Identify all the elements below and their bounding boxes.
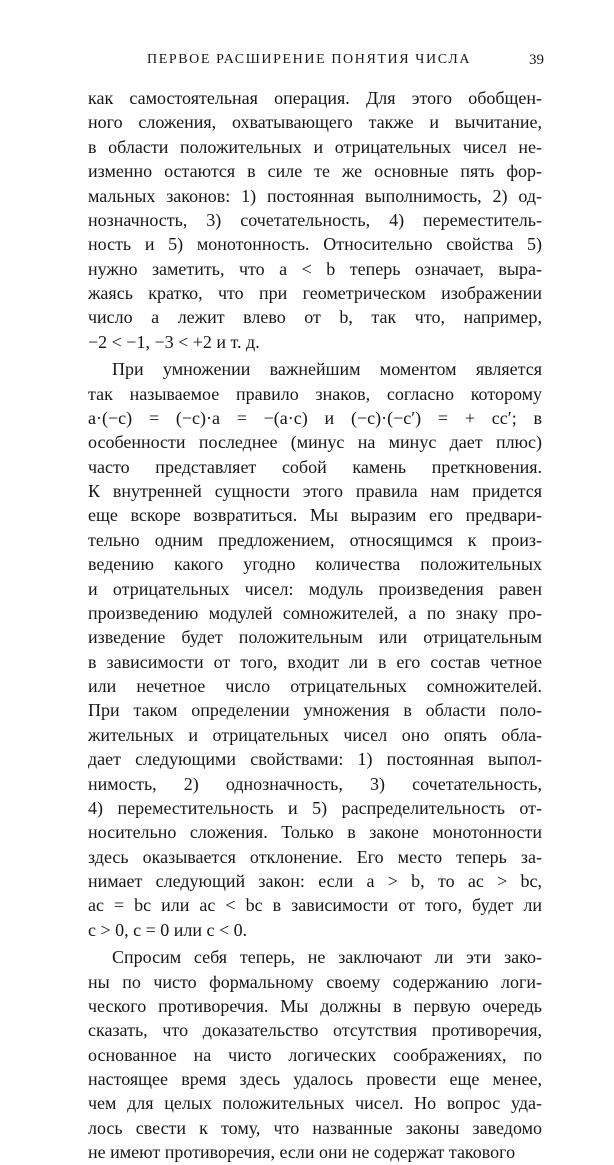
text-line: c > 0, c = 0 или c < 0. xyxy=(88,919,248,940)
text-line: При таком определении умножения в области поло- xyxy=(88,700,542,721)
text-line: К внутренней сущности этого правила нам придется xyxy=(88,481,542,501)
text-line: не имеют противоречия, если они не содержат такового xyxy=(88,1142,516,1163)
text-line: дает следующими свойствами: 1) постоянная выпол- xyxy=(88,749,542,770)
body-text xyxy=(88,86,542,1165)
page-number: 39 xyxy=(529,52,544,68)
text-line: ческого противоречия. Мы должны в первую очередь xyxy=(88,995,542,1016)
text-line: в зависимости от того, входит ли в его состав четное xyxy=(88,651,542,672)
running-title: ПЕРВОЕ РАСШИРЕНИЕ ПОНЯТИЯ ЧИСЛА xyxy=(147,52,472,67)
text-line: настоящее время здесь удалось провести еще менее, xyxy=(88,1069,542,1089)
text-line: сказать, что доказательство отсутствия противоречия, xyxy=(88,1020,542,1041)
text-line: ность и 5) монотонность. Относительно свойства 5) xyxy=(88,234,542,255)
text-line: ны по чисто формальному своему содержанию логи- xyxy=(88,971,542,992)
text-line: основанное на чисто логических соображениях, по xyxy=(88,1044,542,1065)
text-line: здесь оказывается отклонение. Его место теперь за- xyxy=(88,846,542,867)
text-line: ac = bc или ac < bc в зависимости от того, будет ли xyxy=(88,895,542,916)
text-line: мальных законов: 1) постоянная выполнимость, 2) од- xyxy=(88,185,542,206)
paragraph xyxy=(88,945,542,1164)
text-line: или нечетное число отрицательных сомножителей. xyxy=(88,676,542,696)
text-line: 4) переместительность и 5) распределительность от- xyxy=(88,797,542,818)
text-line: нимость, 2) однозначность, 3) сочетательность, xyxy=(88,773,542,794)
text-line: еще вскоре возвратиться. Мы выразим его предвари- xyxy=(88,505,542,526)
text-line: ведению какого угодно количества положительных xyxy=(88,554,542,575)
text-line: жаясь кратко, что при геометрическом изображении xyxy=(88,283,542,303)
text-line: так называемое правило знаков, согласно которому xyxy=(88,383,542,404)
text-line: в области положительных и отрицательных чисел не- xyxy=(88,136,542,157)
text-line: изведение будет положительным или отрицательным xyxy=(88,627,542,648)
text-line: часто представляет собой камень преткновения. xyxy=(88,456,542,477)
text-line: чем для целых положительных чисел. Но вопрос уда- xyxy=(88,1093,542,1114)
text-line: нужно заметить, что a < b теперь означает, выра- xyxy=(88,258,542,279)
paragraph xyxy=(88,86,542,354)
text-line: При умножении важнейшим моментом является xyxy=(112,359,542,380)
text-line: число a лежит влево от b, так что, например, xyxy=(88,307,542,328)
text-line: a·(−c) = (−c)·a = −(a·c) и (−c)·(−c′) = + cc′; в xyxy=(88,407,542,428)
text-line: −2 < −1, −3 < +2 и т. д. xyxy=(88,331,260,352)
paragraph xyxy=(88,357,542,942)
text-line: особенности последнее (минус на минус дает плюс) xyxy=(88,432,542,453)
text-line: изменно остаются в силе те же основные пять фор- xyxy=(88,161,542,182)
text-line: нимает следующий закон: если a > b, то ac > bc, xyxy=(88,871,542,891)
text-line: и отрицательных чисел: модуль произведения равен xyxy=(88,578,542,599)
text-line: как самостоятельная операция. Для этого обобщен- xyxy=(88,88,542,108)
text-line: произведению модулей сомножителей, а по знаку про- xyxy=(88,602,542,623)
text-line: тельно одним предложением, относящимся к произ- xyxy=(88,529,542,550)
text-line: жительных и отрицательных чисел оно опять обла- xyxy=(88,724,542,745)
text-line: носительно сложения. Только в законе монотонности xyxy=(88,822,542,843)
text-line: лось свести к тому, что названные законы заведомо xyxy=(88,1117,542,1138)
text-line: нозначность, 3) сочетательность, 4) переместитель- xyxy=(88,209,542,230)
page-header xyxy=(88,52,544,72)
text-line: ного сложения, охватывающего также и вычитание, xyxy=(88,112,542,133)
text-line: Спросим себя теперь, не заключают ли эти зако- xyxy=(112,947,542,968)
